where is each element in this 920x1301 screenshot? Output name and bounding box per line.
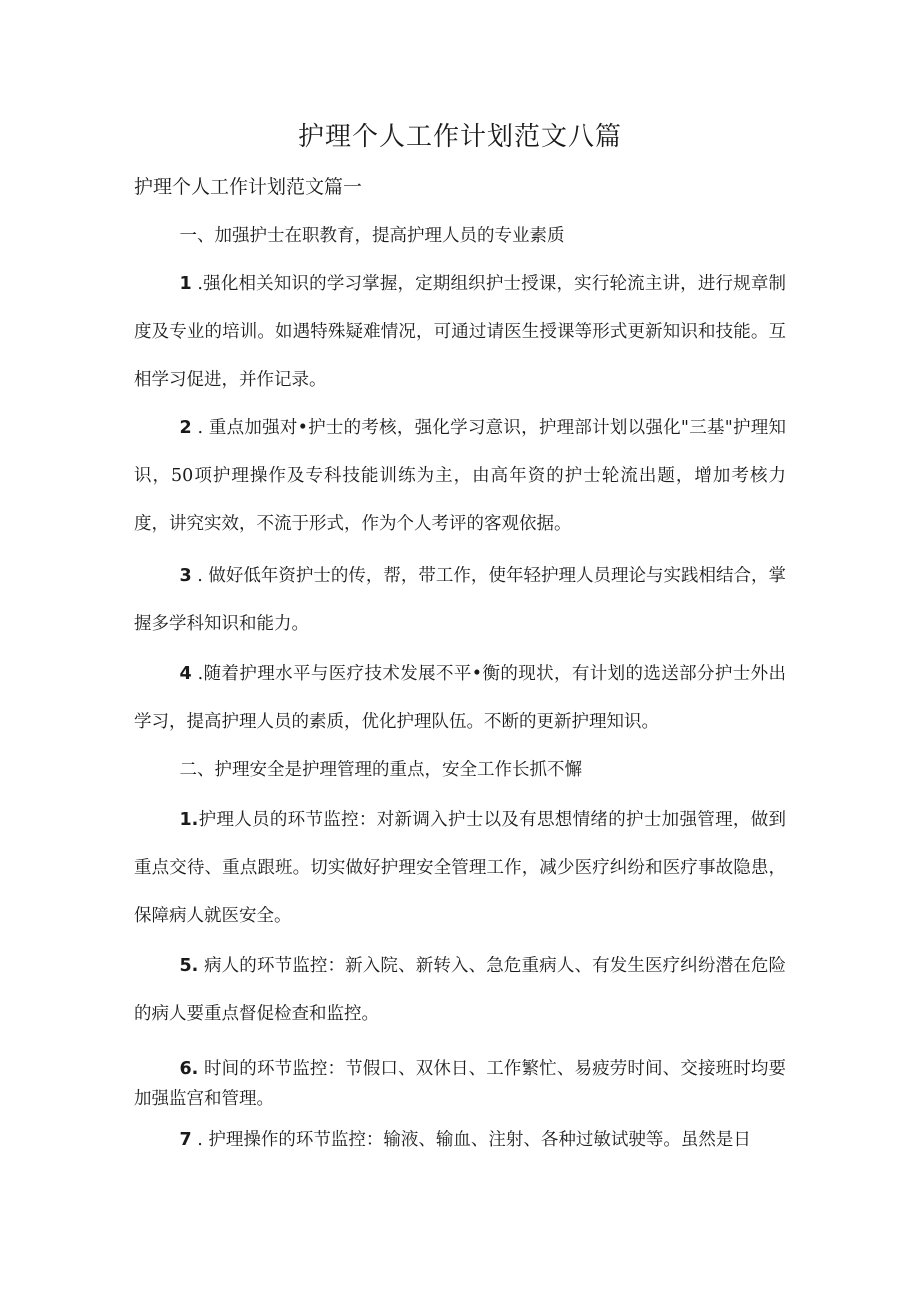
list-item [134,650,786,746]
item-text: . 做好低年资护士的传，帮，带工作，使年轻护理人员理论与实践相结合，掌握多学科知识和能力。 [134,566,786,634]
item-number: 3 [179,566,192,586]
item-number: 6. [179,1059,199,1079]
list-item [134,796,786,940]
section-heading-1: 一、加强护士在职教育，提高护理人员的专业素质 [179,226,565,246]
item-text: 护理人员的环节监控：对新调入护士以及有思想情绪的护士加强管理，做到重点交待、重点跟班。切实做好护理安全管理工作，减少医疗纠纷和医疗事故隐患，保障病人就医安全。 [134,810,786,926]
item-number: 4 [179,664,192,684]
item-text: . 重点加强对•护士的考核，强化学习意识，护理部计划以强化"三基"护理知识，50项护理操作及专科技能训练为主，由高年资的护士轮流出题，增加考核力度，讲究实效，不流于形式，作为个人考评的客观依据。 [134,418,786,534]
list-item [134,942,786,1038]
section-heading-2: 二、护理安全是护理管理的重点，安全工作长抓不懈 [179,760,582,780]
item-number: 7 [179,1130,192,1150]
item-number: 1 [179,274,192,294]
item-number: 1. [179,810,199,830]
list-item [134,1054,786,1114]
item-text: .强化相关知识的学习掌握，定期组织护士授课，实行轮流主讲，进行规章制度及专业的培训。如遇特殊疑难情况，可通过请医生授课等形式更新知识和技能。互相学习促进，并作记录。 [134,274,786,390]
item-text: 时间的环节监控：节假口、双休日、工作繁忙、易疲劳时间、交接班时均要加强监宫和管理。 [134,1059,786,1109]
document-title: 护理个人工作计划范文八篇 [297,122,622,152]
item-text: . 护理操作的环节监控：输液、输血、注射、各种过敏试驶等。虽然是日 [191,1130,751,1150]
list-item [134,552,786,648]
item-number: 5. [179,956,199,976]
item-text: .随着护理水平与医疗技术发展不平•衡的现状，有计划的选送部分护士外出学习，提高护理人员的素质，优化护理队伍。不断的更新护理知识。 [134,664,786,732]
list-item [134,1116,786,1164]
list-item [134,260,786,404]
item-number: 2 [179,418,192,438]
list-item [134,404,786,548]
document-subtitle: 护理个人工作计划范文篇一 [134,176,363,198]
item-text: 病人的环节监控：新入院、新转入、急危重病人、有发生医疗纠纷潜在危险的病人要重点督促检查和监控。 [134,956,786,1024]
